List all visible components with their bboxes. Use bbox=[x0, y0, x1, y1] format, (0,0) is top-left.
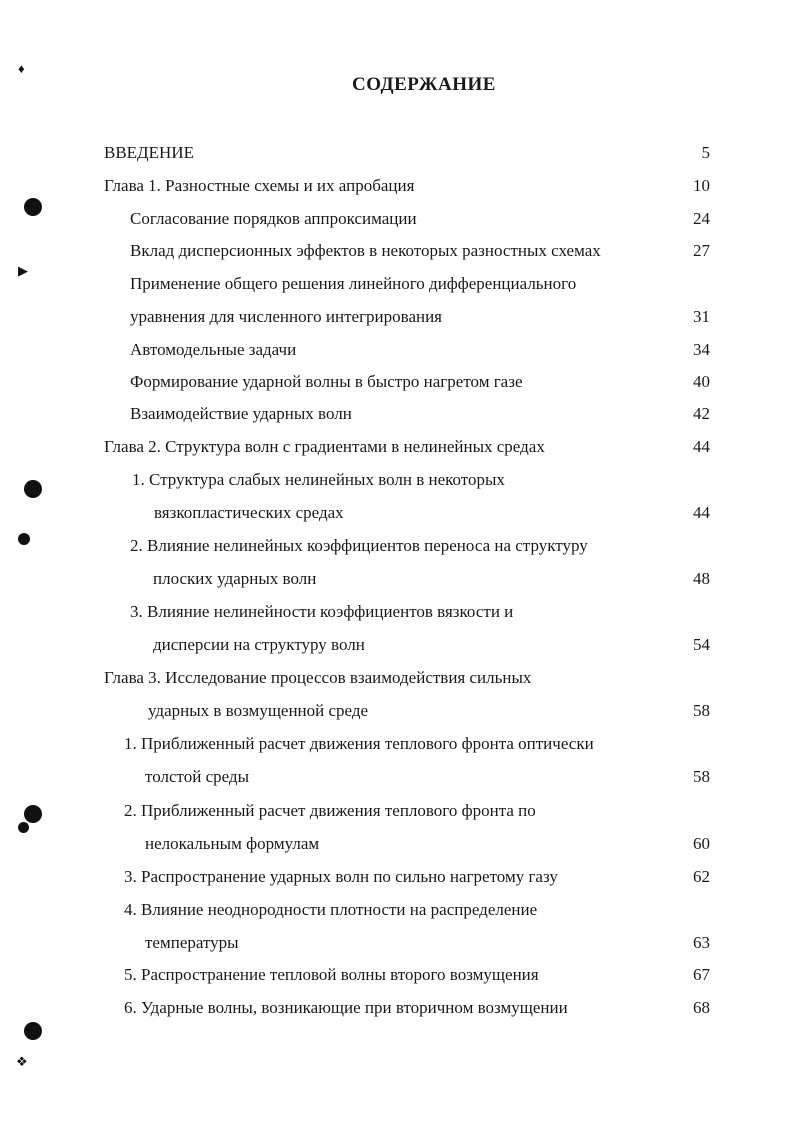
toc-entry bbox=[0, 694, 794, 727]
toc-entry-text: ударных в возмущенной среде bbox=[148, 701, 369, 720]
toc-entry-text: уравнения для численного интегрирования bbox=[130, 307, 443, 326]
toc-entry bbox=[0, 300, 794, 333]
toc-entry bbox=[0, 267, 794, 300]
toc-entry-text: Глава 3. Исследование процессов взаимодействия сильных bbox=[104, 668, 532, 687]
toc-entry-page: 10 bbox=[693, 176, 710, 195]
toc-entry bbox=[0, 958, 794, 991]
toc-entry-text: 2. Приближенный расчет движения теплового фронта по bbox=[124, 801, 536, 820]
toc-entry-text: Согласование порядков аппроксимации bbox=[130, 209, 417, 228]
toc-entry-page: 58 bbox=[693, 767, 710, 786]
toc-entry-text: 2. Влияние нелинейных коэффициентов переноса на структуру bbox=[130, 536, 588, 555]
toc-entry-text: нелокальным формулам bbox=[145, 834, 320, 853]
toc-entry-page: 44 bbox=[693, 437, 710, 456]
toc-entry bbox=[0, 727, 794, 760]
toc-entry bbox=[0, 529, 794, 562]
toc-entry-page: 62 bbox=[693, 867, 710, 886]
toc-entry bbox=[0, 628, 794, 661]
toc-entry-page: 67 bbox=[693, 965, 710, 984]
toc-entry-text: 6. Ударные волны, возникающие при вторичном возмущении bbox=[124, 998, 568, 1017]
toc-entry-page: 31 bbox=[693, 307, 710, 326]
toc-entry-text: толстой среды bbox=[145, 767, 250, 786]
toc-entry-text: Глава 1. Разностные схемы и их апробация bbox=[104, 176, 415, 195]
toc-entry bbox=[0, 202, 794, 235]
toc-entry-text: 4. Влияние неоднородности плотности на распределение bbox=[124, 900, 538, 919]
toc-entry-page: 42 bbox=[693, 404, 710, 423]
toc-entry bbox=[0, 991, 794, 1024]
toc-entry bbox=[0, 136, 794, 169]
toc-entry-text: Применение общего решения линейного дифференциального bbox=[130, 274, 577, 293]
toc-entry bbox=[0, 463, 794, 496]
scan-artifact-mark: ❖ bbox=[16, 1054, 28, 1069]
toc-entry-page: 27 bbox=[693, 241, 710, 260]
toc-entry-text: Взаимодействие ударных волн bbox=[130, 404, 352, 423]
toc-entry-page: 68 bbox=[693, 998, 710, 1017]
toc-entry bbox=[0, 595, 794, 628]
scan-artifact-dot bbox=[24, 1022, 42, 1040]
toc-entry-text: ВВЕДЕНИЕ bbox=[104, 143, 194, 162]
toc-entry bbox=[0, 926, 794, 959]
toc-entry-page: 24 bbox=[693, 209, 710, 228]
toc-entry-text: Формирование ударной волны в быстро нагретом газе bbox=[130, 372, 523, 391]
toc-entry-page: 58 bbox=[693, 701, 710, 720]
toc-entry-page: 40 bbox=[693, 372, 710, 391]
toc-entry bbox=[0, 860, 794, 893]
toc-entry bbox=[0, 893, 794, 926]
toc-entry-page: 48 bbox=[693, 569, 710, 588]
page-title: СОДЕРЖАНИЕ bbox=[352, 74, 496, 95]
toc-entry-text: Вклад дисперсионных эффектов в некоторых разностных схемах bbox=[130, 241, 601, 260]
toc-entry bbox=[0, 827, 794, 860]
toc-entry bbox=[0, 430, 794, 463]
toc-entry-text: 3. Влияние нелинейности коэффициентов вязкости и bbox=[130, 602, 514, 621]
toc-entry bbox=[0, 234, 794, 267]
toc-entry bbox=[0, 562, 794, 595]
toc-entry-text: 3. Распространение ударных волн по сильно нагретому газу bbox=[124, 867, 558, 886]
toc-entry bbox=[0, 333, 794, 366]
scan-artifact-mark: ♦ bbox=[18, 61, 25, 76]
toc-entry-text: 1. Приближенный расчет движения теплового фронта оптически bbox=[124, 734, 594, 753]
toc-entry-page: 63 bbox=[693, 933, 710, 952]
toc-entry-text: температуры bbox=[145, 933, 239, 952]
toc-entry-text: плоских ударных волн bbox=[153, 569, 317, 588]
toc-entry bbox=[0, 169, 794, 202]
toc-entry-text: дисперсии на структуру волн bbox=[153, 635, 365, 654]
toc-entry-page: 44 bbox=[693, 503, 710, 522]
toc-entry-page: 60 bbox=[693, 834, 710, 853]
toc-entry-page: 5 bbox=[701, 143, 710, 162]
toc-entry bbox=[0, 661, 794, 694]
toc-entry-text: 5. Распространение тепловой волны второго возмущения bbox=[124, 965, 539, 984]
toc-entry bbox=[0, 794, 794, 827]
toc-entry-text: Автомодельные задачи bbox=[130, 340, 297, 359]
toc-entry bbox=[0, 365, 794, 398]
toc-entry bbox=[0, 760, 794, 793]
scan-artifact-mark: ▶ bbox=[18, 263, 28, 278]
toc-entry-text: Глава 2. Структура волн с градиентами в нелинейных средах bbox=[104, 437, 545, 456]
toc-entry bbox=[0, 496, 794, 529]
toc-entry bbox=[0, 397, 794, 430]
toc-entry-text: 1. Структура слабых нелинейных волн в некоторых bbox=[132, 470, 505, 489]
toc-entry-page: 54 bbox=[693, 635, 710, 654]
toc-entry-text: вязкопластических средах bbox=[154, 503, 344, 522]
toc-entry-page: 34 bbox=[693, 340, 710, 359]
